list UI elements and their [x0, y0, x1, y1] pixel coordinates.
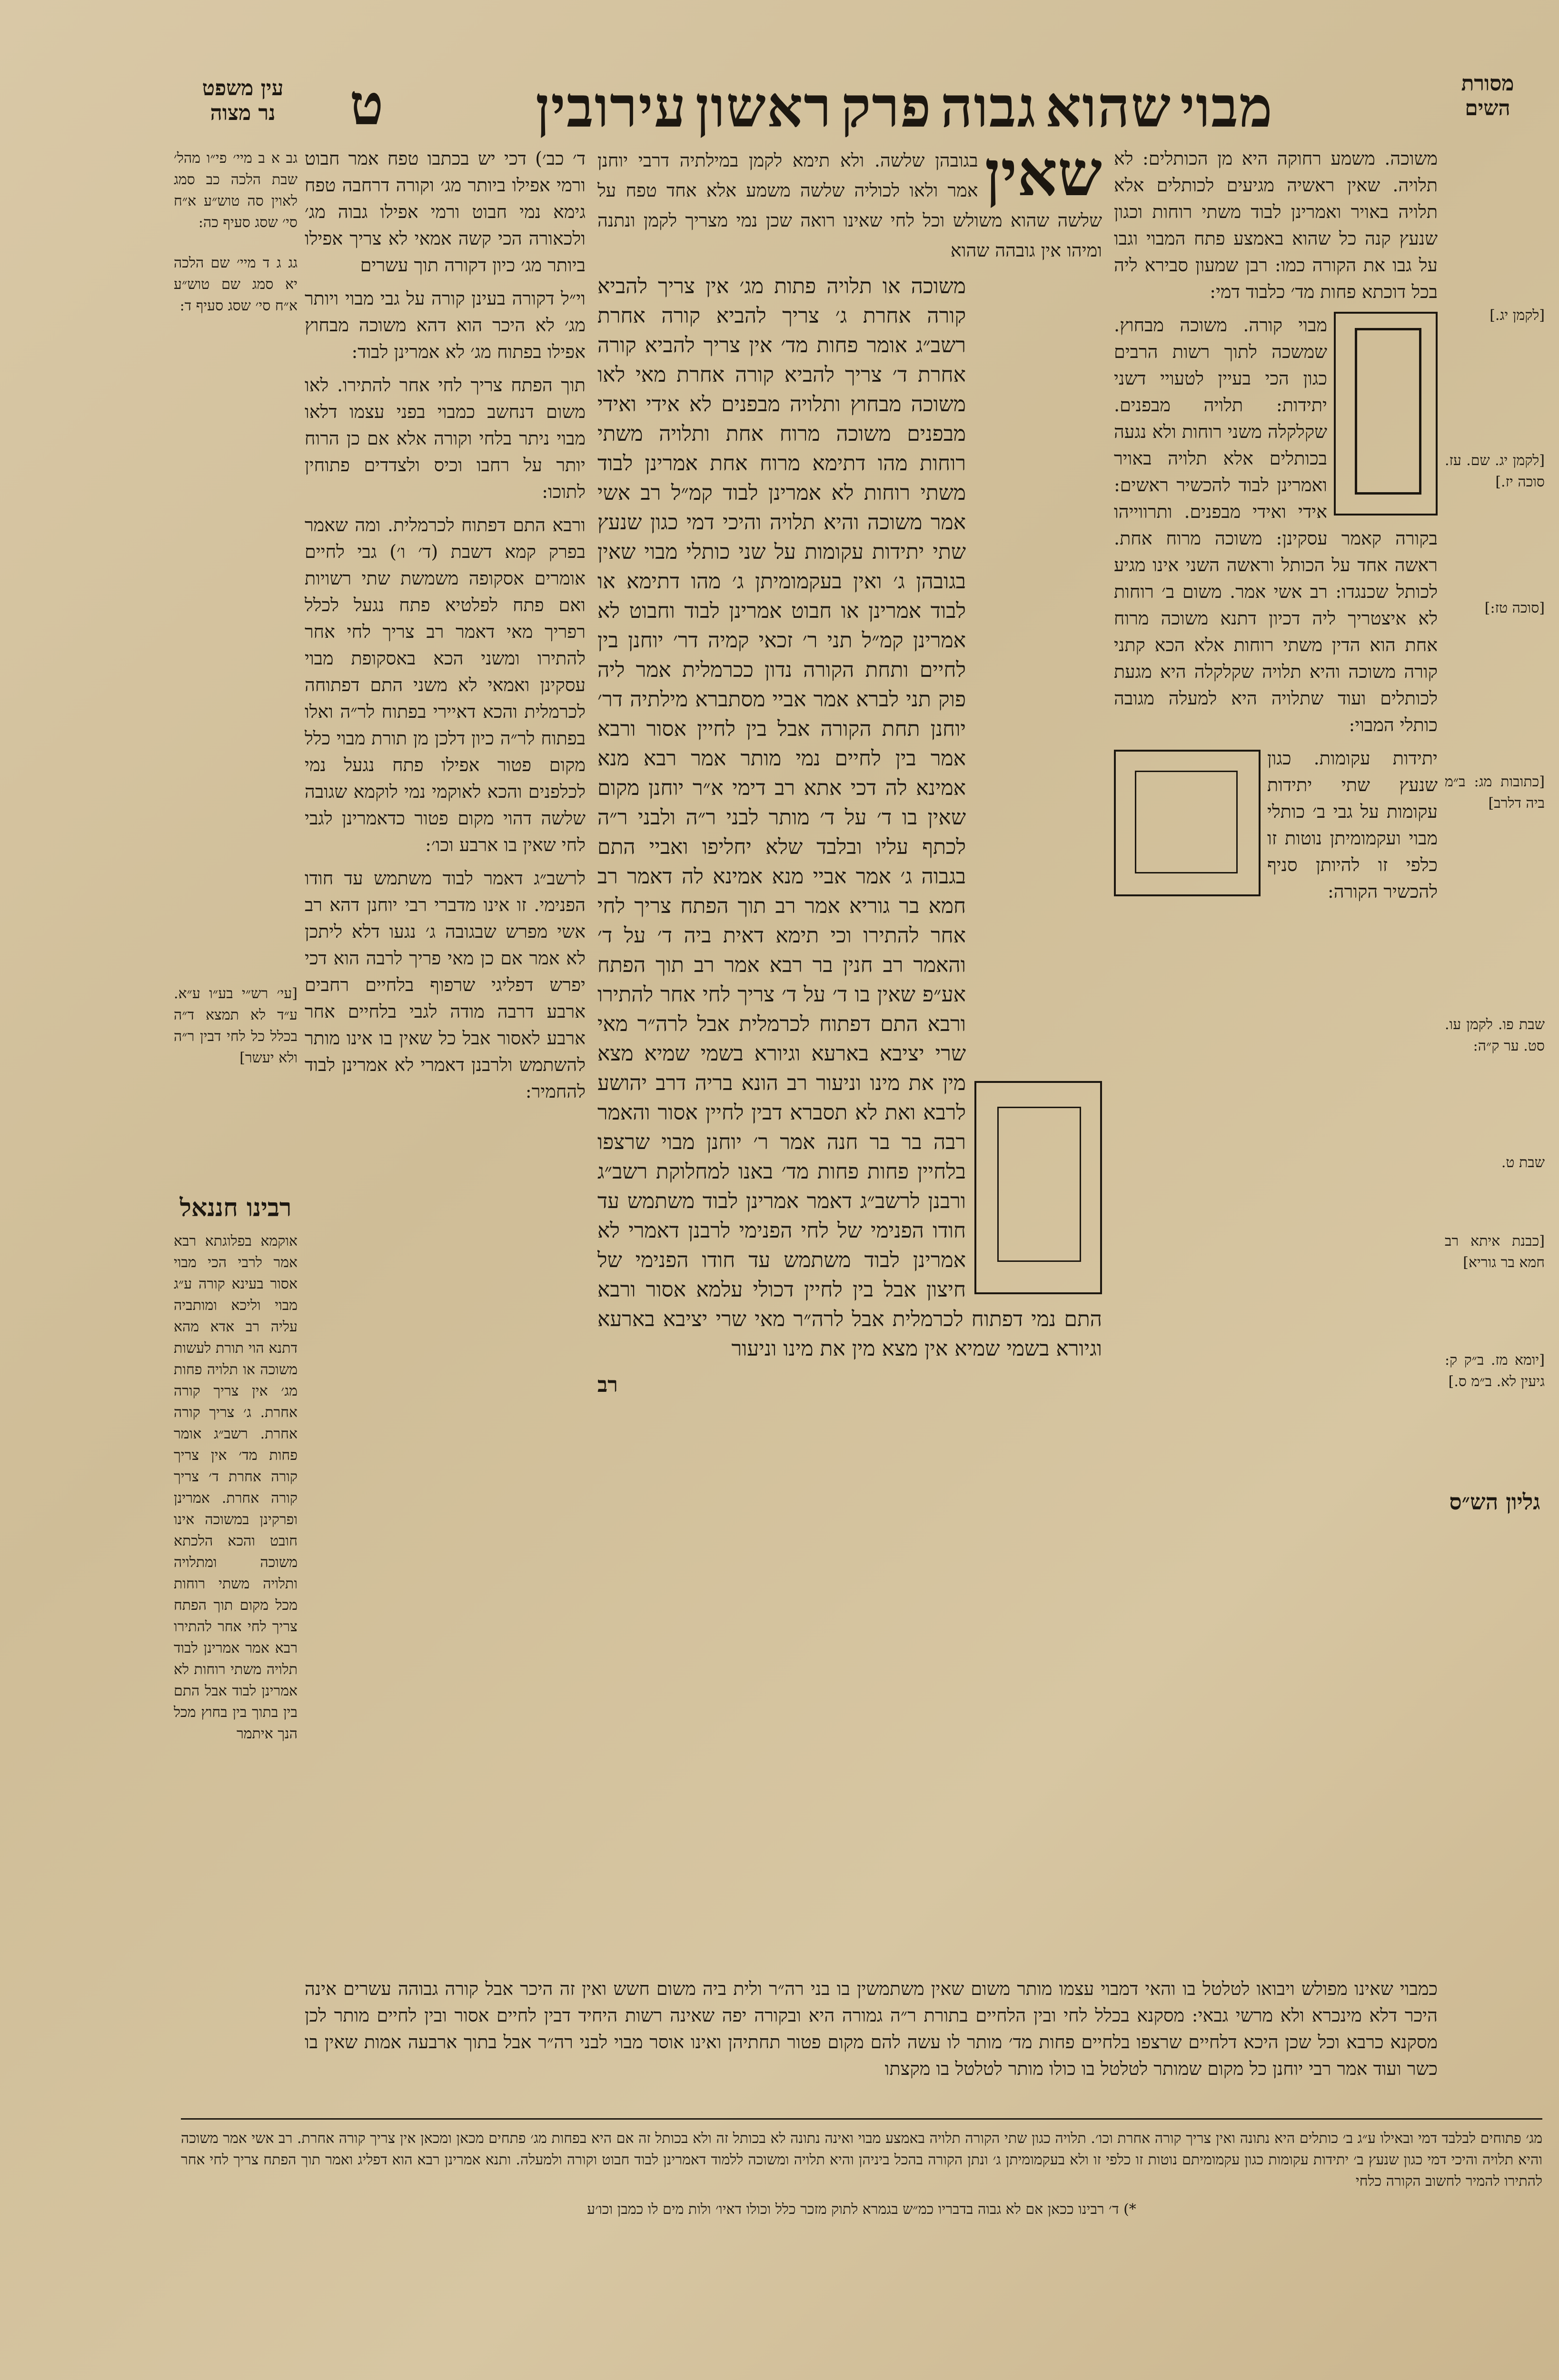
ein-mishpat-label: עין משפט נר מצוה: [202, 76, 284, 125]
margin-ref: [כתובות מג: ב״מ ביה דלרב]: [1445, 774, 1545, 812]
rashi-paragraph: משוכה. משמע רחוקה היא מן הכותלים: לא תלויה. שאין ראשיה מגיעים לכותלים אלא תלויה באויר ואמרינן לבוד משתי רוחות וכגון שנעץ קנה כל שהוא באמצע פתח המבוי וגבו על גבו את הקורה כמו: רבן שמעון סבירא ליה בכל דוכתא פחות מד׳ כלבוד דמי:: [1114, 148, 1438, 302]
header-word-5: ראשון: [695, 74, 833, 140]
margin-ref: [כבנת איתא רב חמא בר גוריא]: [1445, 1233, 1545, 1271]
margin-ref: שבת ט.: [1501, 1154, 1545, 1171]
diagram-box-1: [1334, 312, 1438, 516]
footnotes: [181, 2128, 1542, 2380]
diagram-box-3: [974, 1081, 1102, 1294]
ein-mishpat-note: [עי׳ רש״י בע״ו ע״א. ע״ד לא תמצא ד״ה בכלל כל לחי דבין ר״ה ולא יעשר]: [174, 985, 298, 1066]
rashi-commentary: [1114, 145, 1438, 2121]
tosafot-paragraph: תוך הפתח צריך לחי אחר להתירו. לאו משום דנחשב כמבוי בפני עצמו דלאו מבוי ניתר בלחי וקורה אלא אם כן הרוח יותר על רחבו וכיס ולצדדים פתוחין לתוכו:: [305, 375, 586, 502]
ein-mishpat-entry: גג ג ד מיי׳ שם הלכה יא סמג שם טוש״ע א״ח סי׳ שסג סעיף ד:: [174, 255, 298, 314]
gemara-paragraph: משוכה או תלויה פתות מג׳ אין צריך להביא קורה אחרת ג׳ צריך להביא קורה אחרת רשב״ג אומר פחות מד׳ אין צריך להביא קורה אחרת ד׳ צריך להביא קורה אחרת מאי לאו משוכה מבחוץ ותלויה מבפנים לא אידי ואידי מבפנים משוכה מרוח אחת ותלויה משתי רוחות מהו דתימא מרוח אחת אמרינן לבוד משתי רוחות לא אמרינן לבוד קמ״ל רב אשי אמר משוכה והיא תלויה והיכי דמי כגון שנעץ שתי יתידות עקומות על שני כותלי מבוי שאין בגובהן ג׳ ואין בעקמומיתן ג׳ מהו דתימא או לבוד אמרינן או חבוט אמרינן לבוד וחבוט לא אמרינן קמ״ל תני ר׳ זכאי קמיה דר׳ יוחנן בין לחיים ותחת הקורה נדון ככרמלית אמר ליה פוק תני לברא אמר אביי מסתברא מילתיה דר׳ יוחנן תחת הקורה אבל בין לחיין אסור ורבא אמר בין לחיים נמי מותר אמר רבא מנא אמינא לה דכי אתא רב דימי א״ר יוחנן מקום שאין בו ד׳ על ד׳ מותר לבני ר״ה ולבני ר״ה לכתף עליו ובלבד שלא יחליפו ואביי התם בגבוה ג׳ אמר אביי מנא אמינא לה דאמר רב חמא בר גוריא אמר רב תוך הפתח צריך לחי אחר להתירו וכי תימא דאית ביה ד׳ על ד׳ והאמר רב חנין בר רבא אמר רב תוך הפתח אע״פ שאין בו ד׳ על ד׳ צריך לחי אחר להתירו ורבא התם דפתוח לכרמלית אבל לרה״ר מאי שרי יציבא בארעא וגיורא בשמי שמיא מצא מין את מינו וניעור רב הונא בריה דרב יהושע לרבא ואת לא תסברא דבין לחיין אסור והאמר רבה בר בר חנה אמר ר׳ יוחנן מבוי שרצפו בלחיין פחות פחות מד׳ באנו למחלוקת רשב״ג ורבנן לרשב״ג דאמר אמרינן לבוד משתמש עד חודו הפנימי של לחי הפנימי לרבנן דאמרי לא אמרינן לבוד משתמש עד חודו הפנימי של חיצון אבל בין לחיין דכולי עלמא אסור ורבא התם נמי דפתוח לכרמלית אבל לרה״ר מאי שרי יציבא בארעא וגיורא בשמי שמיא אין מצא מין את מינו וניעור: [597, 274, 1102, 1361]
tosafot-paragraph: ורבא התם דפתוח לכרמלית. ומה שאמר בפרק קמא דשבת (ד׳ ו׳) גבי לחיים אומרים אסקופה משמשת שתי רשויות ואם פתח לפלטיא פתח נגעל לכלל רפריך מאי דאמר רב צריך לחי אחר להתירו ומשני הכא באסקופת מבוי עסקינן ואמאי לא משני התם דפתוחה לכרמלית והכא דאיירי בפתוח לר״ה ואלו בפתוח לר״ה כיון דלכן מן תורת מבוי כלל מקום פטור אפילו פתח נגעל נמי לכלפנים והכא לאוקמי נמי לוקמא שגובה שלשה דהוי מקום פטור כדאמרינן לגבי לחי שאין בו ארבע וכו׳:: [305, 515, 586, 855]
bottom-text: כמבוי שאינו מפולש ויבואו לטלטל בו והאי דמבוי עצמו מותר משום שאין משתמשין בו בני רה״ר ולית ביה משום חשש ואין זה היכר אבל קורה גבוהה עשרים אינה היכר דלא מינכרא ולא מרשי גבאי: מסקנא בכלל לחי ובין הלחיים בתורת ר״ה גמורה היא ובקורה יפה שאינה רשות היחיד דבין לחיים אסור ובין לחיים מותר לכן מסקנא כרבא וכל שכן היכא דלחיים שרצפו בלחיים פחות מד׳ מותר לו עשה להם מקום פטור תחתיהן ואינו אוסר מבוי לבני רה״ר אבל בתוך ארבעה אמות שאין בו כשר ועוד אמר רבי יוחנן כל מקום שמותר לטלטל בו כולו מותר לטלטל בו מקצתו: [305, 1978, 1438, 2079]
page-number: ט: [349, 71, 384, 138]
rashi-paragraph: מבוי קורה. משוכה מבחוץ. שמשכה לתוך רשות הרבים כגון הכי בעיין לטעויי דשני יתידות: תלויה מבפנים. שקלקלה משני רוחות ולא נגעה בכותלים אלא תלויה באויר ואמרינן לבוד להכשיר ראשים: אידי ואידי מבפנים. ותרווייהו בקורה קאמר עסקינן: משוכה מרוח אחת. ראשה אחד על הכותל וראשה השני אינו מגיע לכותל שכנגדו: רב אשי אמר. משום ב׳ רוחות לא איצטריך ליה דכיון דתנא משוכה מרוח אחת הוא הדין משתי רוחות אלא הכא קתני קורה משוכה והיא תלויה שקלקלה היא מגעת לכותלים ועוד שתלויה היא למעלה מגובה כותלי המבוי:: [1114, 315, 1438, 735]
margin-ref: [יומא מז. ב״ק ק: גיעין לא. ב״מ ס.]: [1445, 1352, 1545, 1390]
rabbeinu-chananel-text: אוקמא בפלוגתא רבא אמר לרבי הכי מבוי אסור בעינא קורה ע״ג מבוי וליכא ומותביה עליה רב אדא מהא דתנא הוי תורת לעשות משוכה או תלויה פחות מג׳ אין צריך קורה אחרת. ג׳ צריך קורה אחרת. רשב״ג אומר פחות מד׳ אין צריך קורה אחרת ד׳ צריך קורה אחרת. אמרינן ופרקינן במשוכה אינו חובט והכא הלכתא משוכה ומתלויה ותלויה משתי רוחות מכל מקום תוך הפתח צריך לחי אחר להתירו רבא אמר אמרינן לבוד תלויה משתי רוחות לא אמרינן לבוד אבל התם בין בתוך בין בחוץ מכל הנך איתמר: [174, 1233, 298, 1742]
tosafot-paragraph: וי״ל דקורה בעינן קורה על גבי מבוי ויותר מג׳ לא היכר הוא דהא משוכה מבחוץ אפילו בפתוח מג׳ לא אמרינן לבוד:: [305, 288, 586, 362]
footnote-text: מג׳ פתוחים לבלבד דמי ובאילו ע״ג ב׳ כותלים היא נתונה ואין צריך קורה אחרת וכו׳. תלויה כגון שתי הקורה תלויה באמצע מבוי ואינה נתונה לא בכותל זה ולא בכותל זה אם היא בפחות מג׳ פתחים מכאן ומכאן אין צריך קורה אחרת. רב אשי אמר משוכה והיא תלויה והיכי דמי כגון שנעץ ב׳ יתידות עקומות כגון עקמומיתם נוטות זו כלפי זו ולא בעקמומיתן ג׳ ונתן הקורה בהכל ביניהן והיא תלויה ומשוכה ללמוד דאמרינן לבוד חבוט וקורה ולמעלה. ותנא אמרינן רבא הוא דפליג ואמר תוך הפתח צריך לחי אחר להתירו להמיר לחשוב הקורה כלחי: [181, 2130, 1542, 2190]
gilyon-hashas-title: גליון הש״ס: [1449, 1489, 1540, 1515]
gemara-text: [597, 145, 1102, 1968]
masoret-hashas-margin: [1445, 305, 1545, 2066]
header-word-6: עירובין: [536, 74, 687, 140]
footnote-divider: [181, 2118, 1542, 2120]
tosafot-intro: ד׳ כב׳) דכי יש בכתבו טפח אמר חבוט ורמי אפילו ביותר מג׳ וקורה דרחבה טפח גימא נמי חבוט ורמי אפילו גבוה מג׳ ולכאורה הכי קשה אמאי לא צריך אפילו ביותר מג׳ כיון דקורה תוך עשרים: [305, 148, 586, 276]
masoret-label: מסורת השים: [1461, 71, 1514, 120]
lead-word: שאין: [984, 145, 1102, 210]
bottom-commentary: [305, 1975, 1438, 2113]
gemara-catchword: רב: [597, 1373, 618, 1397]
header-word-4: פרק: [841, 74, 932, 140]
diagram-box-2: [1114, 750, 1261, 896]
ein-mishpat-entry: גב א ב מיי׳ פי״ו מהל׳ שבת הלכה כב סמג לאוין סה טוש״ע א״ח סי׳ שסג סעיף כה:: [174, 150, 298, 231]
ein-mishpat-margin: [174, 148, 298, 2123]
lead-continuation: בגובהן שלשה. ולא תימא לקמן במילתיה דרבי יוחנן אמר ולאו לכוליה שלשה משמע אלא אחד טפח על שלשה שהוא משולש וכל לחי שאינו רואה שכן נמי מצריך לקמן ונתנה ומיהו אין גובהה שהוא: [597, 150, 1102, 261]
header-word-2: שהוא: [1045, 74, 1172, 140]
tosafot-commentary: [305, 145, 586, 1968]
page-header: [536, 71, 1273, 143]
header-word-1: מבוי: [1180, 74, 1273, 140]
margin-ref: [סוכה טז:]: [1484, 600, 1545, 616]
header-word-3: גבוה: [940, 74, 1037, 140]
rashi-paragraph: יתידות עקומות. כגון שנעץ שתי יתידות עקומות על גבי ב׳ כותלי מבוי ועקמומיתן נוטות זו כלפי זו להיותן סניף להכשיר הקורה:: [1267, 748, 1438, 902]
tosafot-paragraph: לרשב״ג דאמר לבוד משתמש עד חודו הפנימי. זו אינו מדברי רבי יוחנן דהא רב אשי מפרש שבגובה ג׳ נגעו דלא ליתכן לא אמר אם כן מאי פריך לרבה הוא דכי יפרש דפליגי שרפוף בלחיים רחבים ארבע דרבה מודה לגבי בלחיים אחר ארבע לאסור אבל כל שאין בו אינו מותר להשתמש ולרבנן דאמרי לא אמרינן לבוד להחמיר:: [305, 868, 586, 1102]
margin-ref: [לקמן יג. שם. עז. סוכה יז.]: [1445, 452, 1545, 490]
rabbeinu-chananel-title: רבינו חננאל: [179, 1193, 292, 1222]
margin-ref: [לקמן יג.]: [1489, 307, 1545, 324]
footnote-star: *) ד׳ רבינו ככאן אם לא גבוה בדבריו כמ״ש בגמרא לתוק מזכר כלל וכולו דאיו׳ ולות מים לו כמבן וכו׳ע: [587, 2201, 1136, 2218]
margin-ref: שבת פו. לקמן עו. סט. ער ק״ה:: [1445, 1016, 1545, 1054]
